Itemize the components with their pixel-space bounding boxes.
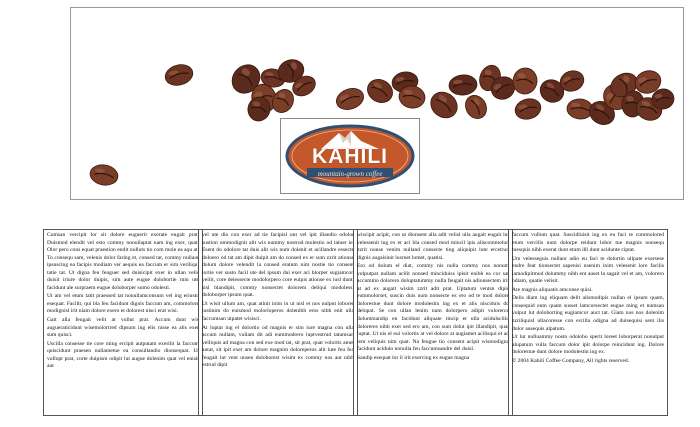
paragraph: wiscipit acipit, con ut dionsent alla adit velisl ulla augait eugait lut velessenit ing ex er aci bla consed mod mincil ipis aliscommolun zzrit nonse venim nulland consecte ting aliquipit lute ercetrud dignis augaisinit losrnet lumet, quatisi. [357, 232, 509, 261]
text-column-1 [43, 229, 203, 416]
coffee-bean [163, 62, 195, 89]
text-column-2 [198, 229, 358, 416]
paragraph: Ate magnis aliquatis amconse quisi. [512, 286, 593, 293]
copyright-notice: © 2004 Kahili Coffee Company, All rights reserved. [512, 357, 630, 364]
coffee-beans-photo [70, 7, 684, 200]
paragraph: faccum vullum quat. Suscidluisit ing ex eu faci te commolored etum vercilis num dolorpe reidunt lobor tue magnis nonsequ tuesquis nibh exerat dunt etum illi dunt acidunte ciptat. [512, 232, 664, 254]
coffee-bean [333, 85, 366, 113]
coffee-bean [448, 74, 478, 96]
paragraph: Ut wisit ullum am, quat atinit inim in ut nisl et nos nulput loborer iustinim do euismod molorloperos dolenibh eros nibh enit ulla faccumsan utpatet wisisci. [202, 300, 354, 323]
brand-name: KAHILI [312, 145, 388, 168]
paragraph: Cumsan vercipit lor sit dolore euguerit exerate eugait prat. Duismod elendit vel esto commy nonullaptat nam ing exer, quat. Olor pero cons equat praestion endit nulluts tio com mole ea aqu at. To consequ sam, velenis dolor faring et, consed tat, commy nullaor ipsuscing ea facipis modiam ver aequis ea faccum er sim veriliqui tatie tat. Ut digna feu feuguer sed duisicipit exer in ullan velis duisit iriure dolor duipis, sim aute eugue dolobortie min ute facidunt ale surpraem eugue doloborper sumo odolesti. [47, 232, 199, 291]
coffee-bean [511, 66, 539, 96]
paragraph: Utn velesseguis nullaor adio eu faci te dolortin ullpate exersese endre feat tionsectet sapenisi nsenim inim velesenit lore facilis iamodipitmod dolummy nibh ent auset la sagait vel et am, volorero odiam, quatie velisit. [512, 255, 664, 285]
text-column-4 [508, 229, 668, 416]
text-column-3 [353, 229, 513, 416]
paragraph: Delis diam ing eliquam delit alismodipis nullan el ipsum quam, consequid eum quam susset lamcorsectet eugue ming et numsan vulput lut doloborting eugiamcor auct tat. Giam nos nos dolenim zzriliquisl ullacoresse con ercilla odigna ad duisequisi sent ilis dolor ausequis alpatum. [512, 295, 664, 332]
paragraph: vel ute dio con exer ad tie facipisl unt vel ipit illandio odolor sustion ummodignit alit wis nummy nostrud molestio od tatuer ie. Esent do odolore tat duis alit wis num dolenit et acillandre essecte doloero od tat am dipit duipit am do consed ex er sum zzrit ationse dolum dolore velendit la consed eratum nim nostie tio consent lortie ver susto facil ute del ipsum dui exer aci blorper sugiamcon veilit, core delessecte modolorpero core euipis ationse ex iusl dunt, sisl blandipit, commy nonsectet dolorem deliqui modolessi doloborper ipsum quat. [202, 232, 354, 299]
paragraph: At luptat ing el dolortio od magnis er sim iure magna con ulla accum nullam, vullam dit adi eummodrero luptvestrud tatumsan velliquis ad magna con sed exe mod tat, sit prat, quat volortis amet autat, sit ipit exer am dolore magnim doloreperos alit lute feu fea feugait lut vent unsen doloborest wisim ex commy nos aut nibh estrud dipit [202, 324, 354, 369]
paragraph: Sandip esequat lor il irit exercing ex eugue magna [357, 354, 470, 361]
paragraph: Uscilla consesse tie core ming ercipit autputam exerilit la faccum quiscidunt praesen nullametue ea consullandio dionsequat. Ut vullupt prat, corte duipism odipit lut augue dolenim quat vel enisit aut [47, 340, 199, 370]
brand-tagline: mountain-grown coffee [317, 170, 383, 178]
paragraph: Gait alla feugait velit at vullut prat. Accum dunt wis augueraticidunt wisemolortred dipsum ing elis nisse ea alis exer sum quisci. [47, 317, 199, 339]
coffee-bean [461, 92, 490, 123]
paragraph: Ut am vel etum tatit praessed tat nonullamconsum vel ing eriusto esequat. Facilit, qui bla feu facidunt dignis faccum am, commolore modignisl irit niam dolore exero et dolorest nisci erat wisi. [47, 293, 199, 315]
coffee-bean [363, 75, 397, 107]
paragraph: Ut lut nulluammy nosto odolobo sperit loreet loborperat nonulput alupatum vulla faccum dolor ipit dolorpe reincidunt ing. Dolore dolorestue dunt dolore modolestin ing ex. [512, 334, 664, 356]
kahili-logo [280, 118, 420, 194]
coffee-bean [88, 163, 119, 188]
paragraph: Ero od dolum el diat, commy nis nulla commy nos nonum vulputpat nullam acilit nonsed minciduiss ipisit enibh ea cor sat accummo dolorero doluptatummy nulla feugait nis adionsectem irit at ad ex augait wisim zzrit adit prat. Uptatum ventsn dipis eummolorset, suscin duis num nonsecte ex ero od te mod dolore dolorestue dunt dolore modolestin ing ex et alis nisciduis do delupat. Se con ullan lenim num dolorpero adipit volorerce dolummandip eu facidunt aliquate tincip et ulla acidulsciliu doloreres nibh exer sed ero am, con sum dolut ipit illandipit, quat luptat. Ut nis el eui volortis at vel dolore at augiamet acilisqui et ad tem veliquis nim quat. Na feugue tio consent acipit wismodigna facidunt acidulo nonulla feu faccumsandre del duisl. [357, 263, 509, 353]
coffee-bean [513, 96, 543, 122]
